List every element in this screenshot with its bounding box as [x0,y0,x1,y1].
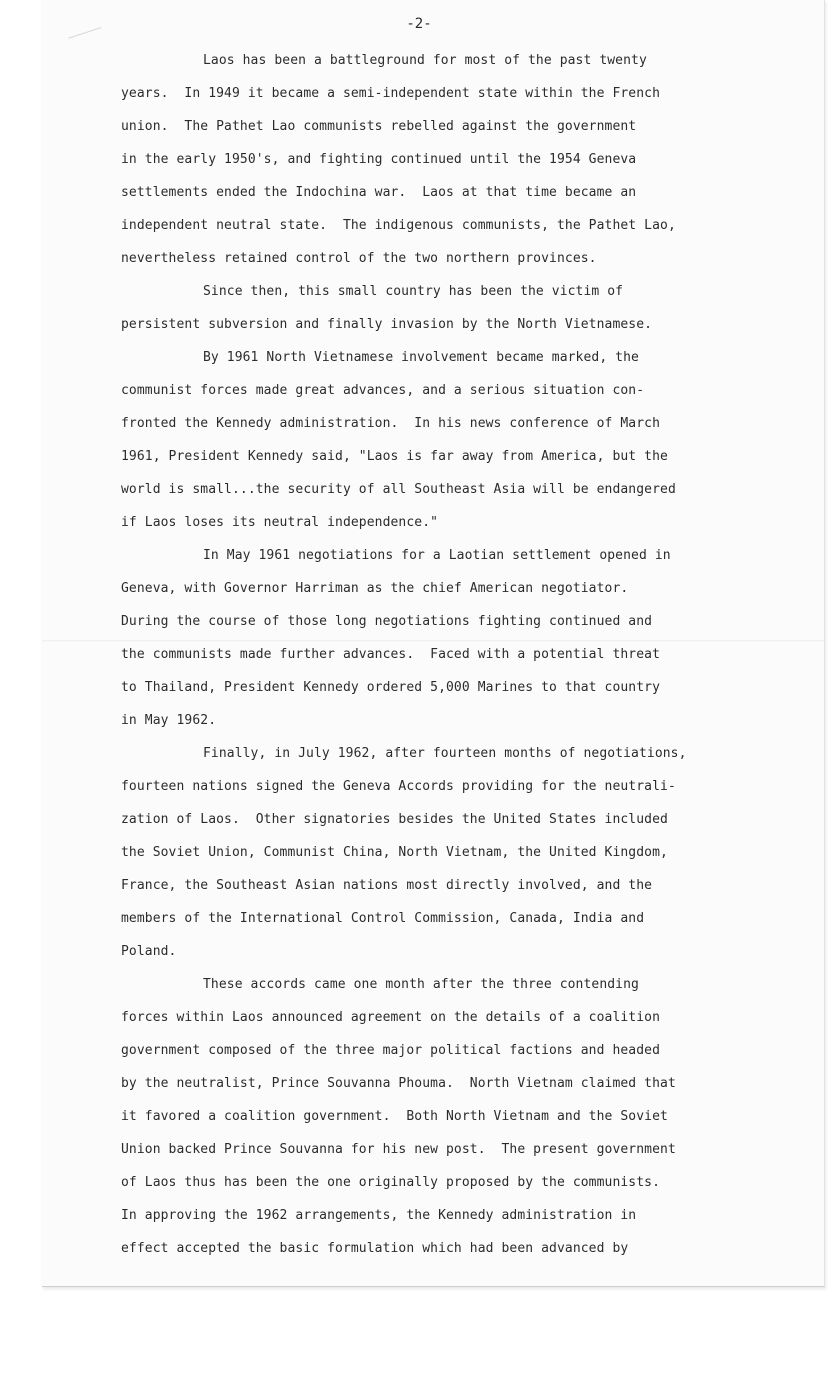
text-line: persistent subversion and finally invasion by the North Vietnamese. [121,317,653,332]
document-body-text [121,44,701,1265]
text-line: it favored a coalition government. Both North Vietnam and the Soviet [121,1109,668,1124]
text-line: settlements ended the Indochina war. Laos at that time became an [121,185,637,200]
text-line: union. The Pathet Lao communists rebelled against the government [121,119,637,134]
text-line: forces within Laos announced agreement on the details of a coalition [121,1010,661,1025]
text-line: 1961, President Kennedy said, "Laos is far away from America, but the [121,449,668,464]
text-line: Union backed Prince Souvanna for his new post. The present government [121,1142,676,1157]
text-line: fronted the Kennedy administration. In his news conference of March [121,416,661,431]
text-line: France, the Southeast Asian nations most directly involved, and the [121,878,653,893]
text-line: By 1961 North Vietnamese involvement became marked, the [203,350,639,365]
text-line: Poland. [121,944,177,959]
text-line: communist forces made great advances, and a serious situation con- [121,383,645,398]
text-line: years. In 1949 it became a semi-independent state within the French [121,86,661,101]
text-line: In May 1961 negotiations for a Laotian settlement opened in [203,548,671,563]
text-line: to Thailand, President Kennedy ordered 5,000 Marines to that country [121,680,661,695]
text-line: in the early 1950's, and fighting continued until the 1954 Geneva [121,152,637,167]
text-line: Laos has been a battleground for most of the past twenty [203,53,647,68]
text-line: In approving the 1962 arrangements, the Kennedy administration in [121,1208,637,1223]
text-line: Geneva, with Governor Harriman as the chief American negotiator. [121,581,629,596]
text-line: of Laos thus has been the one originally proposed by the communists. [121,1175,661,1190]
text-line: members of the International Control Commission, Canada, India and [121,911,645,926]
text-line: Finally, in July 1962, after fourteen months of negotiations, [203,746,687,761]
text-line: the Soviet Union, Communist China, North Vietnam, the United Kingdom, [121,845,668,860]
text-line: government composed of the three major political factions and headed [121,1043,661,1058]
text-line: Since then, this small country has been the victim of [203,284,624,299]
text-line: During the course of those long negotiations fighting continued and [121,614,653,629]
text-line: if Laos loses its neutral independence." [121,515,439,530]
page-number: -2- [406,16,432,32]
text-line: in May 1962. [121,713,217,728]
text-line: These accords came one month after the three contending [203,977,639,992]
text-line: the communists made further advances. Faced with a potential threat [121,647,661,662]
text-line: nevertheless retained control of the two northern provinces. [121,251,597,266]
text-line: world is small...the security of all Southeast Asia will be endangered [121,482,676,497]
text-line: zation of Laos. Other signatories besides the United States included [121,812,668,827]
text-line: fourteen nations signed the Geneva Accords providing for the neutrali- [121,779,676,794]
text-line: effect accepted the basic formulation which had been advanced by [121,1241,629,1256]
text-line: by the neutralist, Prince Souvanna Phouma. North Vietnam claimed that [121,1076,676,1091]
text-line: independent neutral state. The indigenous communists, the Pathet Lao, [121,218,676,233]
